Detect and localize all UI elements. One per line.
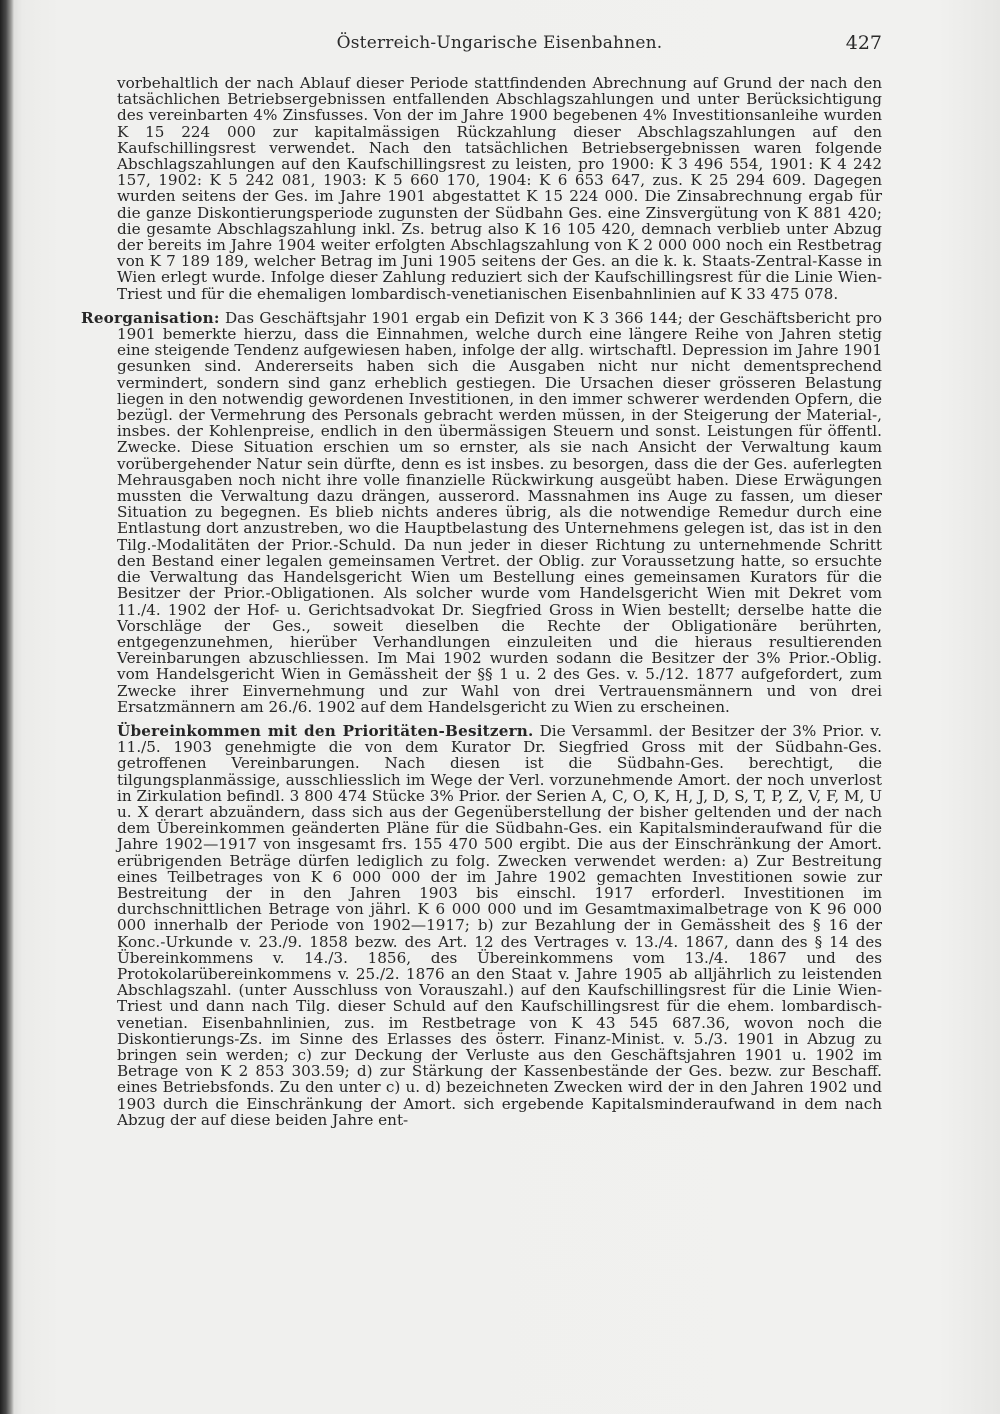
paragraph-text: vorbehaltlich der nach Ablauf dieser Periode stattfindenden Abrechnung auf Grund der nach den tatsächlichen Betriebsergebnissen entfallenden Abschlagszahlungen und unter Berücksichtigung des vereinbarten 4% Zinsfusses. Von der im Jahre 1900 begebenen 4% Investitionsanleihe wurden K 15 224 000 zur kapitalmässigen Rückzahlung dieser Abschlagszahlungen auf den Kaufschillingsrest verwendet. Nach den tatsächlichen Betriebsergebnissen waren folgende Abschlagszahlungen auf den Kaufschillingsrest zu leisten, pro 1900: K 3 496 554, 1901: K 4 242 157, 1902: K 5 242 081, 1903: K 5 660 170, 1904: K 6 653 647, zus. K 25 294 609. Dagegen wurden seitens der Ges. im Jahre 1901 abgestattet K 15 224 000. Die Zinsabrechnung ergab für die ganze Diskontierungsperiode zugunsten der Südbahn Ges. eine Zinsvergütung von K 881 420; die gesamte Abschlagszahlung inkl. Zs. betrug also K 16 105 420, demnach verblieb unter Abzug der bereits im Jahre 1904 weiter erfolgten Abschlagszahlung von K 2 000 000 noch ein Restbetrag von K 7 189 189, welcher Betrag im Juni 1905 seitens der Ges. an die k. k. Staats-Zentral-Kasse in Wien erlegt wurde. Infolge dieser Zahlung reduziert sich der Kaufschillingsrest für die Linie Wien-Triest und für die ehemaligen lombardisch-venetianischen Eisenbahnlinien auf K 33 475 078. — [117, 74, 882, 303]
page-header — [117, 33, 882, 57]
running-title: Österreich-Ungarische Eisenbahnen. — [336, 33, 663, 53]
page-binding-edge — [0, 0, 14, 1414]
paragraph-purchase-price-remainder — [117, 75, 882, 302]
agreement-heading: Übereinkommen mit den Prioritäten-Besitzern. — [117, 721, 534, 740]
page-number: 427 — [845, 32, 882, 54]
reorganisation-heading: Reorganisation: — [81, 308, 220, 327]
paragraph-text: Das Geschäftsjahr 1901 ergab ein Defizit von K 3 366 144; der Geschäftsbericht pro 1901 bemerkte hierzu, dass die Einnahmen, welche durch eine längere Reihe von Jahren stetig eine steigende Tendenz aufgewiesen haben, infolge der allg. wirtschaftl. Depression im Jahre 1901 gesunken sind. Andererseits haben sich die Ausgaben nicht nur nicht dementsprechend vermindert, sondern sind ganz erheblich gestiegen. Die Ursachen dieser grösseren Belastung liegen in den notwendig gewordenen Investitionen, in den immer schwerer werdenden Opfern, die bezügl. der Vermehrung des Personals gebracht werden müssen, in der Steigerung der Material-, insbes. der Kohlenpreise, endlich in den übermässigen Steuern und sonst. Leistungen für öffentl. Zwecke. Diese Situation erschien um so ernster, als sie nach Ansicht der Verwaltung kaum vorübergehender Natur sein dürfte, denn es ist insbes. zu besorgen, dass die der Ges. auferlegten Mehrausgaben noch nicht ihre volle finanzielle Rückwirkung ausgeübt haben. Diese Erwägungen mussten die Verwaltung dazu drängen, ausserord. Massnahmen ins Auge zu fassen, um dieser Situation zu begegnen. Es blieb nichts anderes übrig, als die notwendige Remedur durch eine Entlastung dort anzustreben, wo die Hauptbelastung des Unternehmens gelegen ist, das ist in den Tilg.-Modalitäten der Prior.-Schuld. Da nun jeder in dieser Richtung zu unternehmende Schritt den Bestand einer legalen gemeinsamen Vertret. der Oblig. zur Voraussetzung hatte, so ersuchte die Verwaltung das Handelsgericht Wien um Bestellung eines gemeinsamen Kurators für die Besitzer der Prior.-Obligationen. Als solcher wurde vom Handelsgericht Wien mit Dekret vom 11./4. 1902 der Hof- u. Gerichtsadvokat Dr. Siegfried Gross in Wien bestellt; derselbe hatte die Vorschläge der Ges., soweit dieselben die Rechte der Obligationäre berührten, entgegenzunehmen, hierüber Verhandlungen einzuleiten und die hieraus resultierenden Vereinbarungen abzuschliessen. Im Mai 1902 wurden sodann die Besitzer der 3% Prior.-Oblig. vom Handelsgericht Wien in Gemässheit der §§ 1 u. 2 des Ges. v. 5./12. 1877 aufgefordert, zum Zwecke ihrer Einvernehmung und zur Wahl von drei Vertrauensmännern und von drei Ersatzmännern am 26./6. 1902 auf dem Handelsgericht zu Wien zu erscheinen. — [117, 308, 883, 716]
body-text — [81, 74, 883, 1129]
paragraph-agreement-priority-holders — [117, 723, 882, 1128]
paragraph-text: Die Versamml. der Besitzer der 3% Prior. v. 11./5. 1903 genehmigte die von dem Kurator Dr. Siegfried Gross mit der Südbahn-Ges. getroffenen Vereinbarungen. Nach diesen ist die Südbahn-Ges. berechtigt, die tilgungsplanmässige, ausschliesslich im Wege der Verl. vorzunehmende Amort. der noch unverlost in Zirkulation befindl. 3 800 474 Stücke 3% Prior. der Serien A, C, O, K, H, J, D, S, T, P, Z, V, F, M, U u. X derart abzuändern, dass sich aus der Gegenüberstellung der bisher geltenden und der nach dem Übereinkommen geänderten Pläne für die Südbahn-Ges. ein Kapitalsminderaufwand für die Jahre 1902—1917 von insgesamt frs. 155 470 500 ergibt. Die aus der Einschränkung der Amort. erübrigenden Beträge dürfen lediglich zu folg. Zwecken verwendet werden: a) Zur Bestreitung eines Teilbetrages von K 6 000 000 der im Jahre 1902 gemachten Investitionen sowie zur Bestreitung der in den Jahren 1903 bis einschl. 1917 erforderl. Investitionen im durchschnittlichen Betrage von jährl. K 6 000 000 und im Gesamtmaximalbetrage von K 96 000 000 innerhalb der Periode von 1902—1917; b) zur Bezahlung der in Gemässheit des § 16 der Konc.-Urkunde v. 23./9. 1858 bezw. des Art. 12 des Vertrages v. 13./4. 1867, dann des § 14 des Übereinkommens v. 14./3. 1856, des Übereinkommens vom 13./4. 1867 und des Protokolarübereinkommens v. 25./2. 1876 an den Staat v. Jahre 1905 ab alljährlich zu leistenden Abschlagszahl. (unter Ausschluss von Vorauszahl.) auf den Kaufschillingsrest für die Linie Wien-Triest und dann nach Tilg. dieser Schuld auf den Kaufschillingsrest für die ehem. lombardisch-venetian. Eisenbahnlinien, zus. im Restbetrage von K 43 545 687.36, wovon noch die Diskontierungs-Zs. im Sinne des Erlasses des österr. Finanz-Minist. v. 5./3. 1901 in Abzug zu bringen sein werden; c) zur Deckung der Verluste aus den Geschäftsjahren 1901 u. 1902 im Betrage von K 2 853 303.59; d) zur Stärkung der Kassenbestände der Ges. bezw. zur Beschaff. eines Betriebsfonds. Zu den unter c) u. d) bezeichneten Zwecken wird der in den Jahren 1902 und 1903 durch die Einschränkung der Amort. sich ergebende Kapitalsminderaufwand in dem nach Abzug der auf diese beiden Jahre ent- — [117, 721, 882, 1129]
paragraph-reorganisation — [81, 308, 883, 716]
